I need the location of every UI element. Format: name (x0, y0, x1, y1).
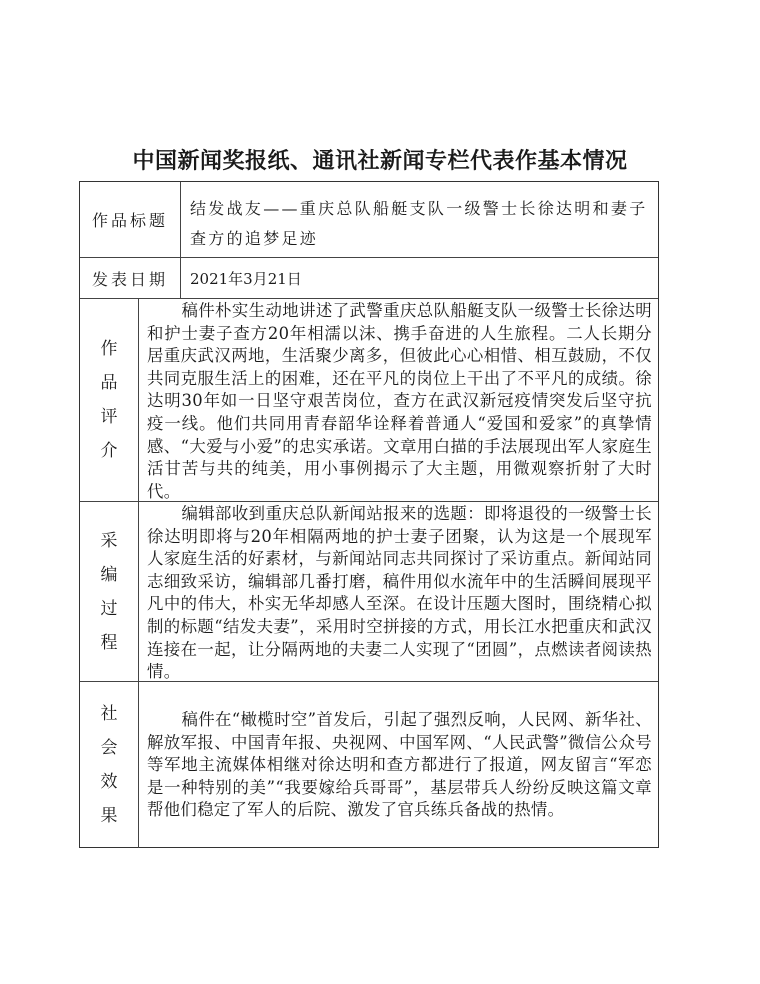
label-char: 品 (100, 373, 118, 393)
label-char: 果 (100, 806, 118, 826)
label-char: 程 (100, 632, 118, 653)
row-work-review (80, 299, 658, 502)
label-char: 采 (100, 530, 118, 551)
social-effect-text: 稿件在“橄榄时空”首发后，引起了强烈反响，人民网、新华社、解放军报、中国青年报、央视网、中国军网、“人民武警”微信公众号等军地主流媒体相继对徐达明和查方都进行了报道，网友留言“军恋是一种特别的美”“我要嫁给兵哥哥”，基层带兵人纷纷反映这篇文章帮他们稳定了军人的后院、激发了官兵练兵备战的热情。 (147, 710, 652, 820)
row-publish-date (80, 258, 658, 299)
label-char: 评 (100, 407, 118, 427)
publish-date-value: 2021年3月21日 (190, 269, 302, 288)
label-char: 效 (100, 772, 118, 792)
editing-process-text: 编辑部收到重庆总队新闻站报来的选题：即将退役的一级警士长徐达明即将与20年相隔两地的护士妻子团聚，认为这是一个展现军人家庭生活的好素材，与新闻站同志共同探讨了采访重点。新闻站同志细致采访，编辑部几番打磨，稿件用似水流年中的生活瞬间展现平凡中的伟大，朴实无华却感人至深。在设计压题大图时，围绕精心拟制的标题“结发夫妻”，采用时空拼接的方式，用长江水把重庆和武汉连接在一起，让分隔两地的夫妻二人实现了“团圆”，点燃读者阅读热情。 (147, 504, 652, 682)
row-editing-process (80, 502, 658, 682)
row-social-effect (80, 682, 658, 848)
work-review-text: 稿件朴实生动地讲述了武警重庆总队船艇支队一级警士长徐达明和护士妻子查方20年相濡以沫、携手奋进的人生旅程。二人长期分居重庆武汉两地，生活聚少离多，但彼此心心相惜、相互鼓励，不仅共同克服生活上的困难，还在平凡的岗位上干出了不平凡的成绩。徐达明30年如一日坚守艰苦岗位，查方在武汉新冠疫情突发后坚守抗疫一线。他们共同用青春韶华诠释着普通人“爱国和爱家”的真挚情感、“大爱与小爱”的忠实承诺。文章用白描的手法展现出军人家庭生活甘苦与共的纯美，用小事例揭示了大主题，用微观察折射了大时代。 (147, 301, 652, 501)
social-effect-text-cell (139, 682, 658, 848)
label-char: 编 (100, 564, 118, 585)
social-effect-label (80, 682, 139, 848)
work-title-label: 作品标题 (80, 182, 181, 257)
editing-process-label (80, 502, 139, 681)
row-work-title (80, 182, 658, 258)
label-char: 过 (100, 598, 118, 619)
label-char: 会 (100, 738, 118, 758)
work-review-text-cell (139, 299, 658, 501)
work-review-label (80, 299, 139, 501)
info-table (79, 181, 659, 848)
label-char: 介 (100, 441, 118, 461)
document-title: 中国新闻奖报纸、通讯社新闻专栏代表作基本情况 (132, 148, 628, 174)
label-char: 社 (100, 704, 118, 724)
editing-process-text-cell (139, 502, 658, 681)
publish-date-label: 发表日期 (80, 258, 181, 298)
work-title-value: 结发战友——重庆总队船艇支队一级警士长徐达明和妻子查方的追梦足迹 (190, 199, 648, 248)
label-char: 作 (100, 339, 118, 359)
